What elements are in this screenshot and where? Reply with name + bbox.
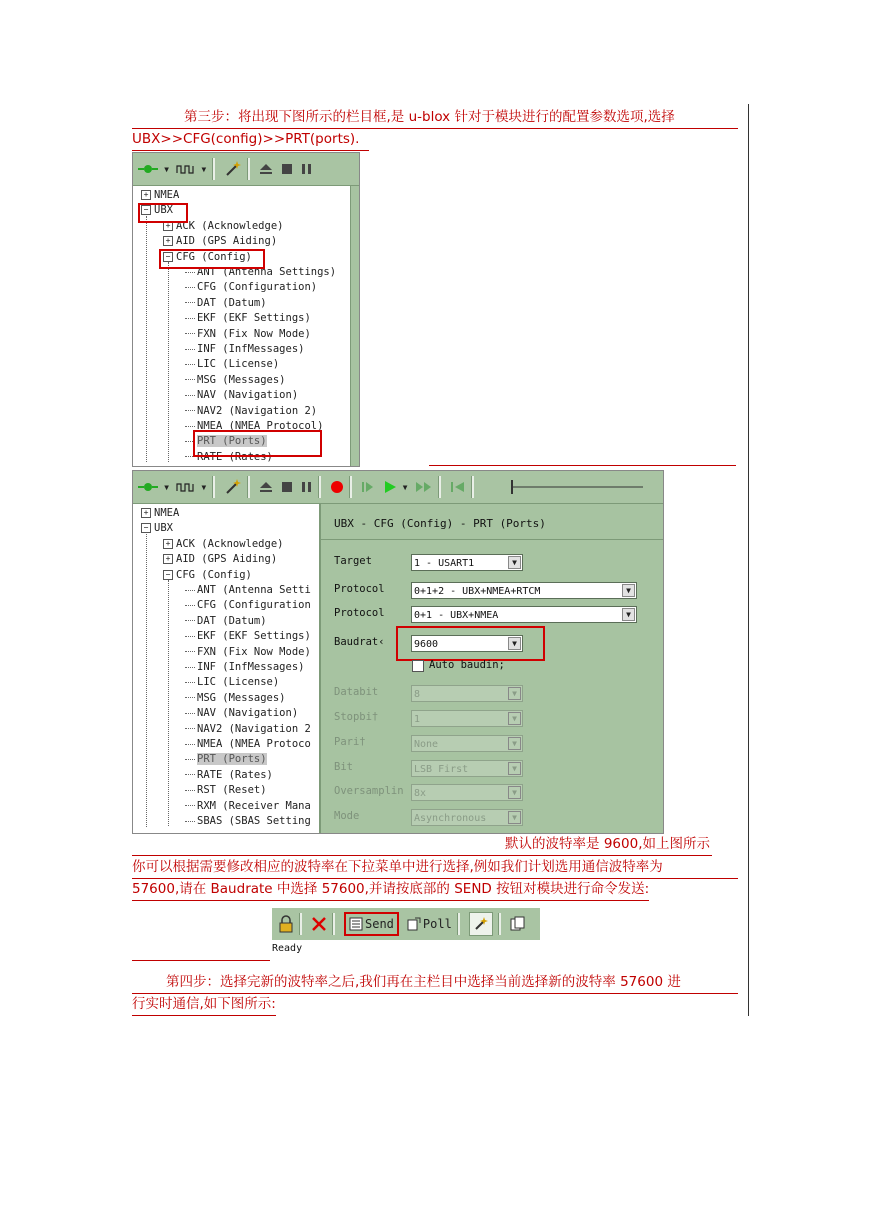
tree-node[interactable] xyxy=(185,311,311,326)
tree-node-label: CFG (Config) xyxy=(176,568,252,581)
tree-node-label: UBX xyxy=(154,204,173,217)
wizard-wand-icon[interactable] xyxy=(224,158,242,180)
expand-icon[interactable]: + xyxy=(163,221,173,231)
expand-icon[interactable]: + xyxy=(163,539,173,549)
tree-node-label: RXM (Receiver Mana xyxy=(197,799,311,812)
step4-line2: 行实时通信,如下图所示: xyxy=(132,996,276,1012)
tree-node-label: MSG (Messages) xyxy=(197,691,286,704)
wizard-wand-icon[interactable] xyxy=(224,476,242,498)
send-bar-screenshot xyxy=(272,908,540,960)
tree-node-label: ANT (Antenna Settings) xyxy=(197,266,337,278)
mode-select[interactable]: Asynchronous ▼ xyxy=(411,809,523,826)
step-forward-icon[interactable] xyxy=(361,476,375,498)
tree-node-label: EKF (EKF Settings) xyxy=(197,630,311,643)
tree-node-label: MSG (Messages) xyxy=(197,373,286,386)
step3-line2: UBX>>CFG(config)>>PRT(ports). xyxy=(132,131,360,147)
stopbit-select[interactable]: 1 ▼ xyxy=(411,710,523,727)
highlight-ubx xyxy=(138,203,188,223)
tree-node-label: LIC (License) xyxy=(197,676,280,689)
baudrate-label: Baudrat‹ xyxy=(334,636,385,648)
bit-order-select[interactable]: LSB First ▼ xyxy=(411,760,523,777)
collapse-icon[interactable]: − xyxy=(163,252,173,262)
parity-label: Pari† xyxy=(334,736,366,748)
panel-title: UBX - CFG (Config) - PRT (Ports) xyxy=(334,517,546,530)
chevron-down-icon: ▼ xyxy=(508,762,521,775)
caption-default-baud xyxy=(132,834,712,856)
chevron-down-icon: ▼ xyxy=(508,556,521,569)
signal-wave-icon[interactable] xyxy=(176,476,196,498)
dropdown-arrow-icon[interactable]: ▾ xyxy=(401,480,409,494)
protocol-out-label: Protocol xyxy=(334,607,385,619)
tree-node-label: EKF (EKF Settings) xyxy=(197,312,311,325)
para2-line2: 57600,请在 Baudrate 中选择 57600,并请按底部的 SEND 按钮对模块进行命令发送: xyxy=(132,881,650,897)
auto-baud-label: Auto baudin; xyxy=(429,659,505,671)
tree-node-label: AID (GPS Aiding) xyxy=(176,553,278,566)
pause-icon[interactable] xyxy=(301,476,313,498)
poll-label: Poll xyxy=(422,917,452,931)
underline-after-shot1 xyxy=(429,465,736,466)
oversampling-select[interactable]: 8x ▼ xyxy=(411,784,523,801)
tree-node[interactable] xyxy=(141,506,179,521)
highlight-cfg xyxy=(159,249,265,269)
collapse-icon[interactable]: − xyxy=(141,523,151,533)
expand-icon[interactable]: + xyxy=(141,508,151,518)
eject-icon[interactable] xyxy=(259,158,273,180)
wizard-wand-icon[interactable] xyxy=(469,912,493,936)
tree-node-label: NMEA xyxy=(154,189,180,201)
copy-icon[interactable] xyxy=(510,913,526,935)
send-list-icon xyxy=(349,917,363,931)
eject-icon[interactable] xyxy=(259,476,273,498)
tree-node[interactable] xyxy=(185,660,304,675)
tree-node-label: NAV2 (Navigation 2 xyxy=(197,722,311,735)
baudrate-select[interactable]: 9600 ▼ xyxy=(411,635,523,652)
tree-node[interactable] xyxy=(185,629,311,644)
protocol-in-select[interactable]: 0+1+2 - UBX+NMEA+RTCM ▼ xyxy=(411,582,637,599)
tree-node[interactable] xyxy=(163,568,252,583)
playback-slider[interactable] xyxy=(483,476,663,498)
step4-line1: 第四步：选择完新的波特率之后,我们再在主栏目中选择当前选择新的波特率 57600 进 xyxy=(166,974,681,990)
toolbar-1 xyxy=(133,153,359,186)
tree-node-label: NMEA (NMEA Protoco xyxy=(197,738,311,750)
tree-node[interactable] xyxy=(185,814,311,829)
caption-text: 默认的波特率是 9600,如上图所示 xyxy=(505,836,710,852)
tree-node-label: RST (Reset) xyxy=(197,784,267,797)
dropdown-arrow-icon[interactable]: ▾ xyxy=(200,162,208,176)
tree-node-label: SBAS (SBAS Setting xyxy=(197,815,311,827)
tree-node-label: ANT (Antenna Setti xyxy=(197,584,311,596)
para2-line1: 你可以根据需要修改相应的波特率在下拉菜单中进行选择,例如我们计划选用通信波特率为 xyxy=(132,859,663,875)
highlight-baudrate xyxy=(396,626,545,661)
tree-node-label: PRT (Ports) xyxy=(197,435,267,448)
play-icon[interactable] xyxy=(383,476,397,498)
chevron-down-icon: ▼ xyxy=(508,712,521,725)
tree-node-label: FXN (Fix Now Mode) xyxy=(197,327,311,340)
tree-node[interactable] xyxy=(185,752,267,767)
tree-node[interactable] xyxy=(185,722,311,737)
step3-paragraph xyxy=(132,107,738,151)
protocol-out-select[interactable]: 0+1 - UBX+NMEA ▼ xyxy=(411,606,637,623)
mode-label: Mode xyxy=(334,810,360,822)
expand-icon[interactable]: + xyxy=(163,554,173,564)
status-ready: Ready xyxy=(272,943,303,954)
poll-button[interactable] xyxy=(407,913,452,935)
stop-icon[interactable] xyxy=(281,158,293,180)
target-select[interactable]: 1 - USART1 ▼ xyxy=(411,554,523,571)
tree-node[interactable] xyxy=(185,583,311,598)
tree-node-label: ACK (Acknowledge) xyxy=(176,219,284,232)
tree-node-label: NMEA xyxy=(154,507,180,519)
tree-node[interactable] xyxy=(185,342,304,357)
parity-select[interactable]: None ▼ xyxy=(411,735,523,752)
tree-node-label: DAT (Datum) xyxy=(197,296,267,309)
tree-node-label: CFG (Config) xyxy=(176,250,252,263)
oversampling-label: Oversamplin xyxy=(334,785,404,797)
tree-node-label: FXN (Fix Now Mode) xyxy=(197,645,311,658)
tree-node[interactable] xyxy=(185,675,279,690)
expand-icon[interactable]: + xyxy=(141,190,151,200)
chevron-down-icon: ▼ xyxy=(622,608,635,621)
tree-node[interactable] xyxy=(185,799,311,814)
target-label: Target xyxy=(334,555,372,567)
dropdown-arrow-icon[interactable]: ▾ xyxy=(163,480,171,494)
tree-node-label: UBX xyxy=(154,522,173,535)
databit-select[interactable]: 8 ▼ xyxy=(411,685,523,702)
databit-label: Databit xyxy=(334,686,379,698)
tree-node[interactable] xyxy=(185,404,317,419)
tree-node-label: NAV (Navigation) xyxy=(197,389,299,402)
tree-node-label: INF (InfMessages) xyxy=(197,661,305,673)
tree-node[interactable] xyxy=(185,783,267,798)
collapse-icon[interactable]: − xyxy=(163,570,173,580)
tree-scrollbar[interactable] xyxy=(350,186,359,466)
tree-node[interactable] xyxy=(185,768,273,783)
fast-forward-icon[interactable] xyxy=(415,476,433,498)
tree-node[interactable] xyxy=(163,234,277,249)
stopbit-label: Stopbi† xyxy=(334,711,379,723)
tree-node-label: NAV2 (Navigation 2) xyxy=(197,404,318,417)
chevron-down-icon: ▼ xyxy=(622,584,635,597)
dropdown-arrow-icon[interactable]: ▾ xyxy=(200,480,208,494)
prt-config-panel xyxy=(321,504,663,833)
tree-node[interactable] xyxy=(185,388,298,403)
tree-node-label: RATE (Rates) xyxy=(197,768,273,781)
collapse-icon[interactable]: − xyxy=(141,205,151,215)
highlight-prt xyxy=(193,430,322,457)
tree-node-label: NAV (Navigation) xyxy=(197,707,299,720)
tree-node[interactable] xyxy=(163,537,283,552)
connection-icon[interactable] xyxy=(137,158,159,180)
baud-change-paragraph xyxy=(132,857,738,901)
auto-baud-checkbox[interactable] xyxy=(412,660,424,672)
dropdown-arrow-icon[interactable]: ▾ xyxy=(163,162,171,176)
tree-node[interactable] xyxy=(185,598,311,613)
tree-node-label: NMEA (NMEA Protocol) xyxy=(197,420,324,432)
jump-start-icon[interactable] xyxy=(450,476,466,498)
send-button[interactable] xyxy=(344,912,399,936)
tree-node-label: AID (GPS Aiding) xyxy=(176,235,278,248)
send-label: Send xyxy=(365,917,394,931)
chevron-down-icon: ▼ xyxy=(508,786,521,799)
chevron-down-icon: ▼ xyxy=(508,637,521,650)
step3-line1: 第三步：将出现下图所示的栏目框,是 u-blox 针对于模块进行的配置参数选项,选择 xyxy=(184,109,675,125)
table-border-right xyxy=(748,104,749,1016)
tree-node[interactable] xyxy=(185,280,317,295)
connection-icon[interactable] xyxy=(137,476,159,498)
underline-after-sendbar xyxy=(132,960,270,961)
protocol-in-label: Protocol xyxy=(334,583,385,595)
tree-node[interactable] xyxy=(185,706,298,721)
tree-node-label: RATE (Rates) xyxy=(197,450,273,463)
cancel-icon[interactable] xyxy=(311,913,327,935)
tree-node[interactable] xyxy=(185,373,286,388)
tree-node[interactable] xyxy=(141,188,179,203)
expand-icon[interactable]: + xyxy=(163,236,173,246)
config-tree-2 xyxy=(133,504,319,833)
tree-node[interactable] xyxy=(185,691,286,706)
toolbar-2 xyxy=(133,471,663,504)
poll-icon xyxy=(407,917,421,931)
tree-node-label: PRT (Ports) xyxy=(197,753,267,766)
stop-icon[interactable] xyxy=(281,476,293,498)
tree-node[interactable] xyxy=(185,327,311,342)
bit-order-label: Bit xyxy=(334,761,353,773)
tree-node-label: DAT (Datum) xyxy=(197,614,267,627)
tree-node[interactable] xyxy=(163,552,277,567)
tree-node-label: INF (InfMessages) xyxy=(197,343,305,355)
tree-node[interactable] xyxy=(185,737,311,752)
pause-icon[interactable] xyxy=(301,158,313,180)
prt-config-screenshot xyxy=(132,470,664,834)
lock-icon[interactable] xyxy=(278,913,294,935)
tree-node[interactable] xyxy=(185,614,267,629)
chevron-down-icon: ▼ xyxy=(508,811,521,824)
tree-screenshot-1 xyxy=(132,152,360,467)
chevron-down-icon: ▼ xyxy=(508,687,521,700)
tree-node[interactable] xyxy=(185,296,267,311)
signal-wave-icon[interactable] xyxy=(176,158,196,180)
record-icon[interactable] xyxy=(330,476,344,498)
chevron-down-icon: ▼ xyxy=(508,737,521,750)
tree-node-label: LIC (License) xyxy=(197,358,280,371)
step4-paragraph xyxy=(132,972,738,1016)
tree-node-label: ACK (Acknowledge) xyxy=(176,537,284,550)
tree-node[interactable] xyxy=(185,357,279,372)
tree-node-label: CFG (Configuration) xyxy=(197,281,318,294)
tree-node[interactable] xyxy=(185,645,311,660)
tree-node-label: CFG (Configuration xyxy=(197,599,311,612)
